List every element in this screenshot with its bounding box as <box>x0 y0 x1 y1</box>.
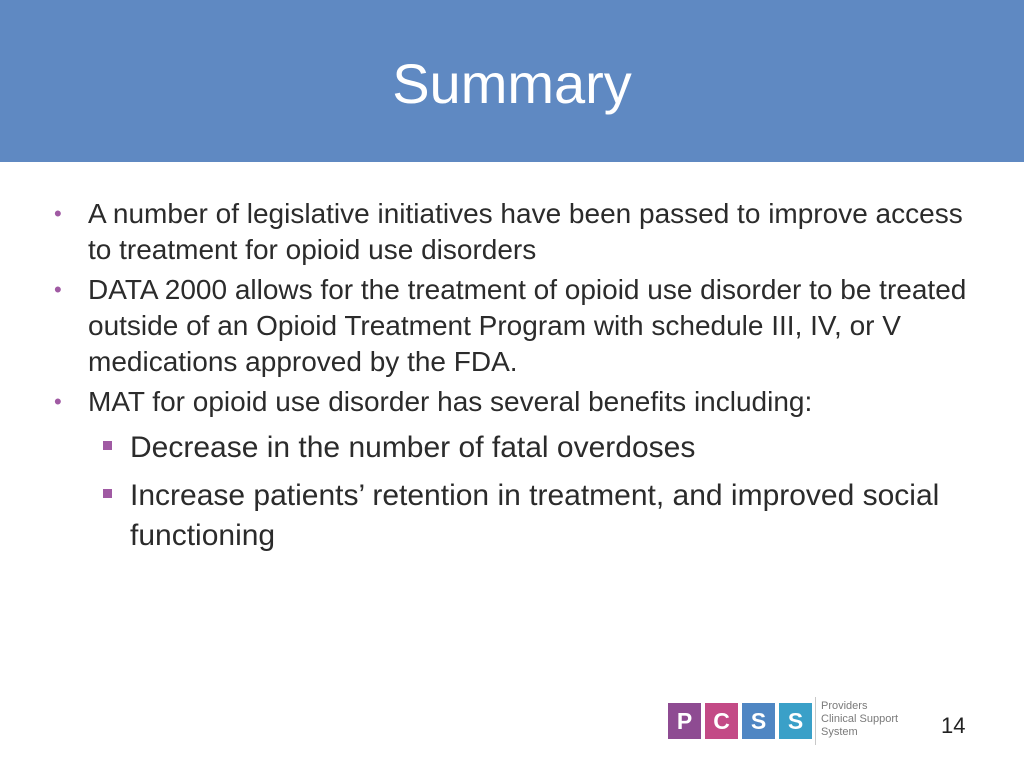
slide-title: Summary <box>392 52 632 115</box>
logo-tagline <box>821 700 921 739</box>
bullet-dot-icon: • <box>54 277 62 302</box>
bullet-dot-icon: • <box>54 389 62 414</box>
bullet-text: MAT for opioid use disorder has several benefits including: <box>88 386 813 417</box>
bullet-text: DATA 2000 allows for the treatment of opioid use disorder to be treated outside of an Opioid Treatment Program with schedule III, IV, or V medications approved by the FDA. <box>88 274 967 377</box>
sub-bullet-item <box>54 428 984 468</box>
sub-bullet-item <box>54 476 984 556</box>
page-number: 14 <box>941 713 966 738</box>
bullet-item <box>54 272 984 380</box>
square-bullet-icon <box>103 489 112 498</box>
logo-tagline-line: Providers <box>821 700 868 712</box>
bullet-item <box>54 196 984 268</box>
sub-bullet-text: Decrease in the number of fatal overdoses <box>130 431 696 464</box>
logo-tagline-line: System <box>821 726 858 738</box>
logo-divider <box>815 697 816 745</box>
square-bullet-icon <box>103 441 112 450</box>
logo-tile-c: C <box>705 703 738 739</box>
logo-tile-s2: S <box>779 703 812 739</box>
logo-tile-s1: S <box>742 703 775 739</box>
bullet-item <box>54 384 984 420</box>
slide-body <box>54 196 984 556</box>
bullet-text: A number of legislative initiatives have been passed to improve access to treatment for opioid use disorders <box>88 198 963 265</box>
bullet-dot-icon: • <box>54 201 62 226</box>
logo-tile-p: P <box>668 703 701 739</box>
sub-bullet-text: Increase patients’ retention in treatment, and improved social functioning <box>130 479 940 552</box>
logo-tagline-line: Clinical Support <box>821 713 899 725</box>
